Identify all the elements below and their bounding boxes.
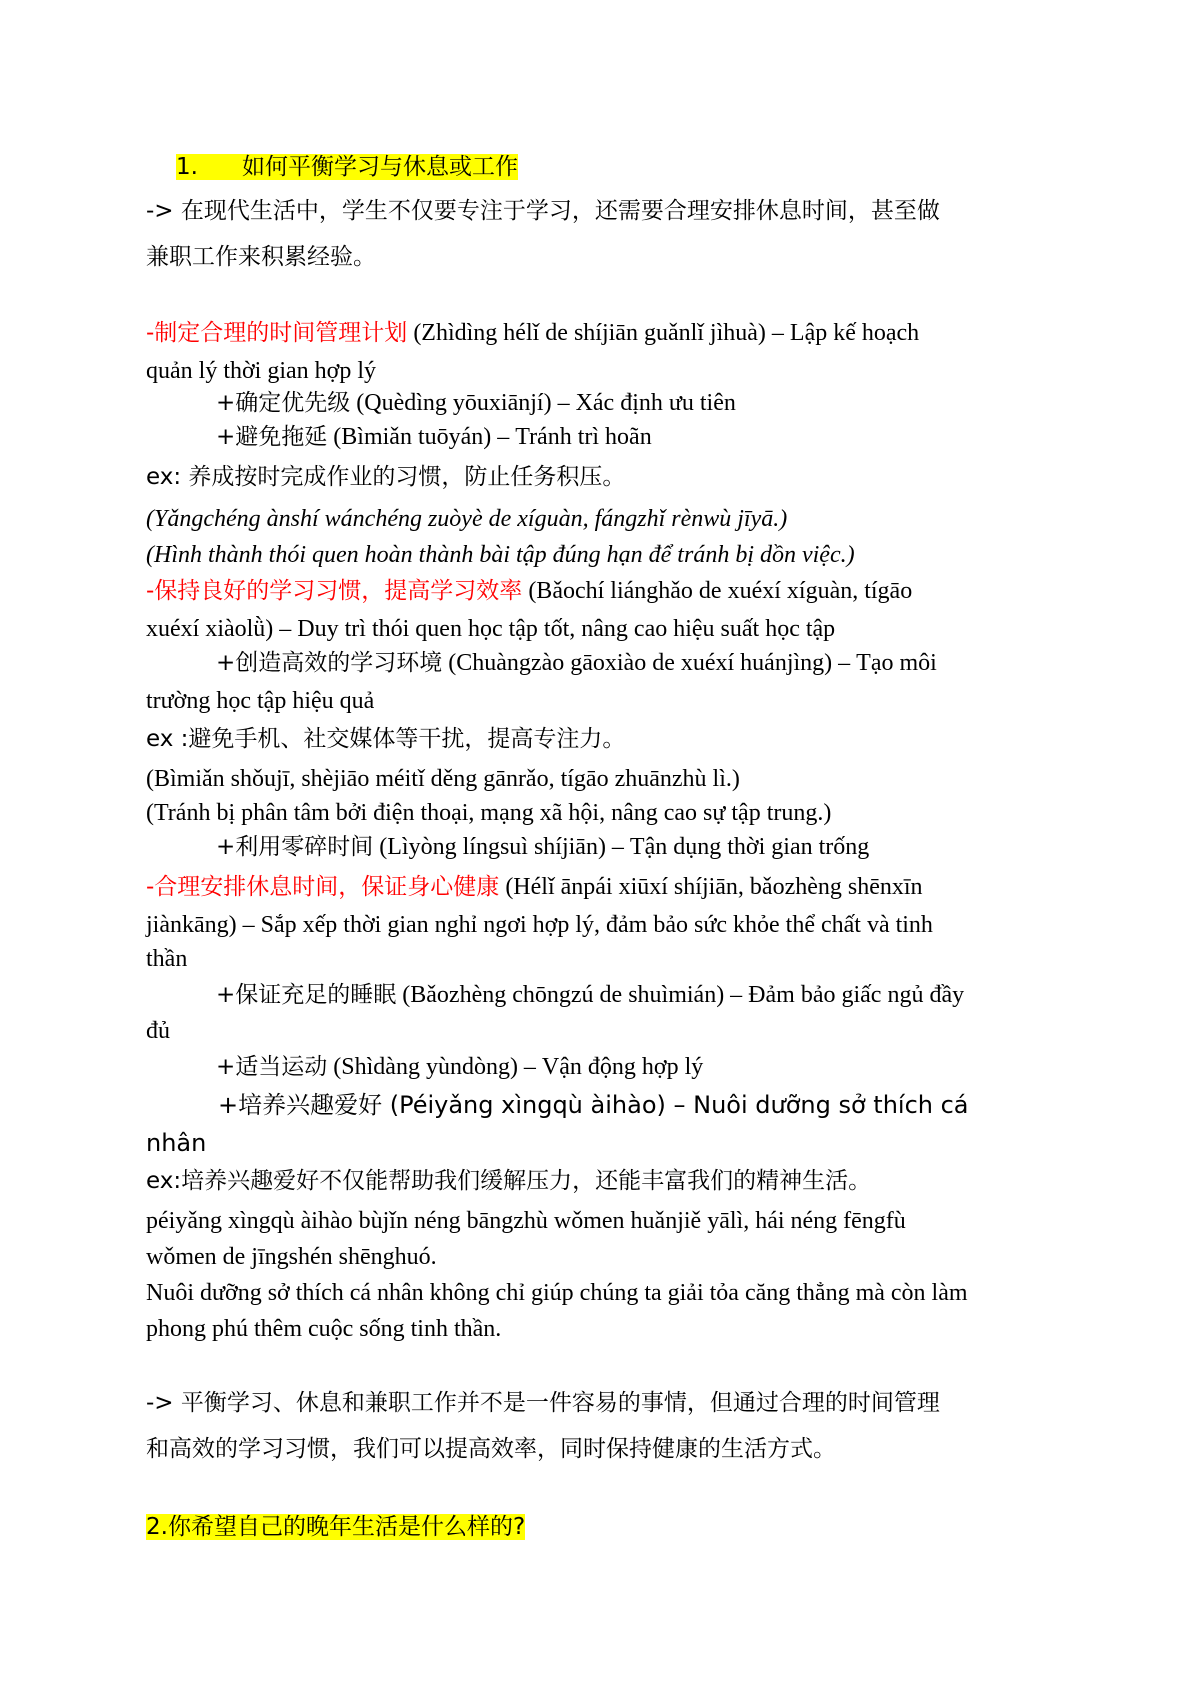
point-1-sub-2-rest: (Bìmiǎn tuōyán) – Tránh trì hoãn — [327, 424, 652, 450]
point-3-heading-cont-2: thần — [146, 946, 188, 972]
point-2-heading — [146, 578, 912, 606]
point-3-sub-2 — [216, 1054, 703, 1082]
point-2-sub-1-cont: trường học tập hiệu quả — [146, 688, 375, 714]
point-2-sub-2-rest: (Lìyòng língsuì shíjiān) – Tận dụng thời gian trống — [373, 834, 870, 860]
section-2-heading — [146, 1514, 525, 1540]
point-3-example-vi-2: phong phú thêm cuộc sống tinh thần. — [146, 1316, 502, 1342]
point-2-example-pinyin: (Bìmiǎn shǒujī, shèjiāo méitǐ děng gānrǎo, tígāo zhuānzhù lì.) — [146, 766, 740, 792]
intro-line-1: -> 在现代生活中，学生不仅要专注于学习，还需要合理安排休息时间，甚至做 — [146, 198, 940, 224]
point-3-sub-1-rest: (Bǎozhèng chōngzú de shuìmián) – Đảm bảo giấc ngủ đầy — [396, 982, 965, 1008]
point-2-heading-zh: -保持良好的学习习惯，提高学习效率 — [146, 578, 523, 604]
point-1-heading-cont: quản lý thời gian hợp lý — [146, 358, 377, 384]
point-1-heading-rest: (Zhìdìng hélǐ de shíjiān guǎnlǐ jìhuà) – Lập kế hoạch — [407, 320, 920, 346]
point-1-sub-2 — [216, 424, 652, 452]
point-2-heading-cont: xuéxí xiàolǜ) – Duy trì thói quen học tập tốt, nâng cao hiệu suất học tập — [146, 616, 836, 642]
point-1-example-vi: (Hình thành thói quen hoàn thành bài tập đúng hạn để tránh bị dồn việc.) — [146, 542, 855, 568]
point-3-heading — [146, 874, 923, 902]
point-3-sub-3-cont: nhân — [146, 1129, 207, 1157]
section-1-heading — [176, 154, 518, 180]
point-2-sub-1-rest: (Chuàngzào gāoxiào de xuéxí huánjìng) – Tạo môi — [442, 650, 937, 676]
point-2-sub-2-zh: +利用零碎时间 — [216, 834, 374, 860]
section-1-number: 1. — [176, 154, 198, 180]
conclusion-line-1: -> 平衡学习、休息和兼职工作并不是一件容易的事情，但通过合理的时间管理 — [146, 1390, 940, 1416]
point-3-sub-2-rest: (Shìdàng yùndòng) – Vận động hợp lý — [327, 1054, 704, 1080]
point-1-heading — [146, 320, 919, 348]
point-2-sub-1-zh: +创造高效的学习环境 — [216, 650, 443, 676]
point-1-example: ex: 养成按时完成作业的习惯，防止任务积压。 — [146, 464, 626, 490]
point-1-heading-zh: -制定合理的时间管理计划 — [146, 320, 408, 346]
point-1-sub-1-zh: +确定优先级 — [216, 390, 351, 416]
point-3-sub-2-zh: +适当运动 — [216, 1054, 328, 1080]
heading-gap — [198, 154, 242, 180]
conclusion-line-2: 和高效的学习习惯，我们可以提高效率，同时保持健康的生活方式。 — [146, 1436, 836, 1462]
point-3-sub-1-zh: +保证充足的睡眠 — [216, 982, 397, 1008]
point-1-sub-1 — [216, 390, 736, 418]
point-3-sub-1 — [216, 982, 964, 1010]
point-1-sub-1-rest: (Quèdìng yōuxiānjí) – Xác định ưu tiên — [350, 390, 736, 416]
point-2-sub-1 — [216, 650, 937, 678]
point-2-sub-2 — [216, 834, 869, 862]
point-1-example-pinyin: (Yǎngchéng ànshí wánchéng zuòyè de xíguàn, fángzhǐ rènwù jīyā.) — [146, 506, 788, 532]
point-3-heading-rest: (Hélǐ ānpái xiūxí shíjiān, bǎozhèng shēnxīn — [499, 874, 923, 900]
point-2-example-vi: (Tránh bị phân tâm bởi điện thoại, mạng xã hội, nâng cao sự tập trung.) — [146, 800, 832, 826]
point-3-example: ex:培养兴趣爱好不仅能帮助我们缓解压力，还能丰富我们的精神生活。 — [146, 1168, 872, 1194]
point-3-sub-3: +培养兴趣爱好 (Péiyǎng xìngqù àihào) – Nuôi dưỡng sở thích cá — [218, 1091, 969, 1119]
section-2-number: 2 — [146, 1514, 161, 1540]
point-3-sub-1-cont: đủ — [146, 1018, 170, 1044]
section-2-title: .你希望自己的晚年生活是什么样的? — [160, 1514, 526, 1540]
point-3-heading-cont: jiànkāng) – Sắp xếp thời gian nghỉ ngơi hợp lý, đảm bảo sức khỏe thể chất và tinh — [146, 912, 933, 938]
point-3-example-vi-1: Nuôi dưỡng sở thích cá nhân không chỉ giúp chúng ta giải tỏa căng thẳng mà còn làm — [146, 1280, 968, 1306]
intro-line-2: 兼职工作来积累经验。 — [146, 244, 376, 270]
point-3-example-pinyin-1: péiyǎng xìngqù àihào bùjǐn néng bāngzhù wǒmen huǎnjiě yālì, hái néng fēngfù — [146, 1208, 906, 1234]
point-3-heading-zh: -合理安排休息时间，保证身心健康 — [146, 874, 500, 900]
point-2-example: ex :避免手机、社交媒体等干扰，提高专注力。 — [146, 726, 626, 752]
point-1-sub-2-zh: +避免拖延 — [216, 424, 328, 450]
section-1-title: 如何平衡学习与休息或工作 — [241, 154, 518, 180]
point-2-heading-rest: (Bǎochí liánghǎo de xuéxí xíguàn, tígāo — [522, 578, 913, 604]
point-3-example-pinyin-2: wǒmen de jīngshén shēnghuó. — [146, 1244, 437, 1270]
